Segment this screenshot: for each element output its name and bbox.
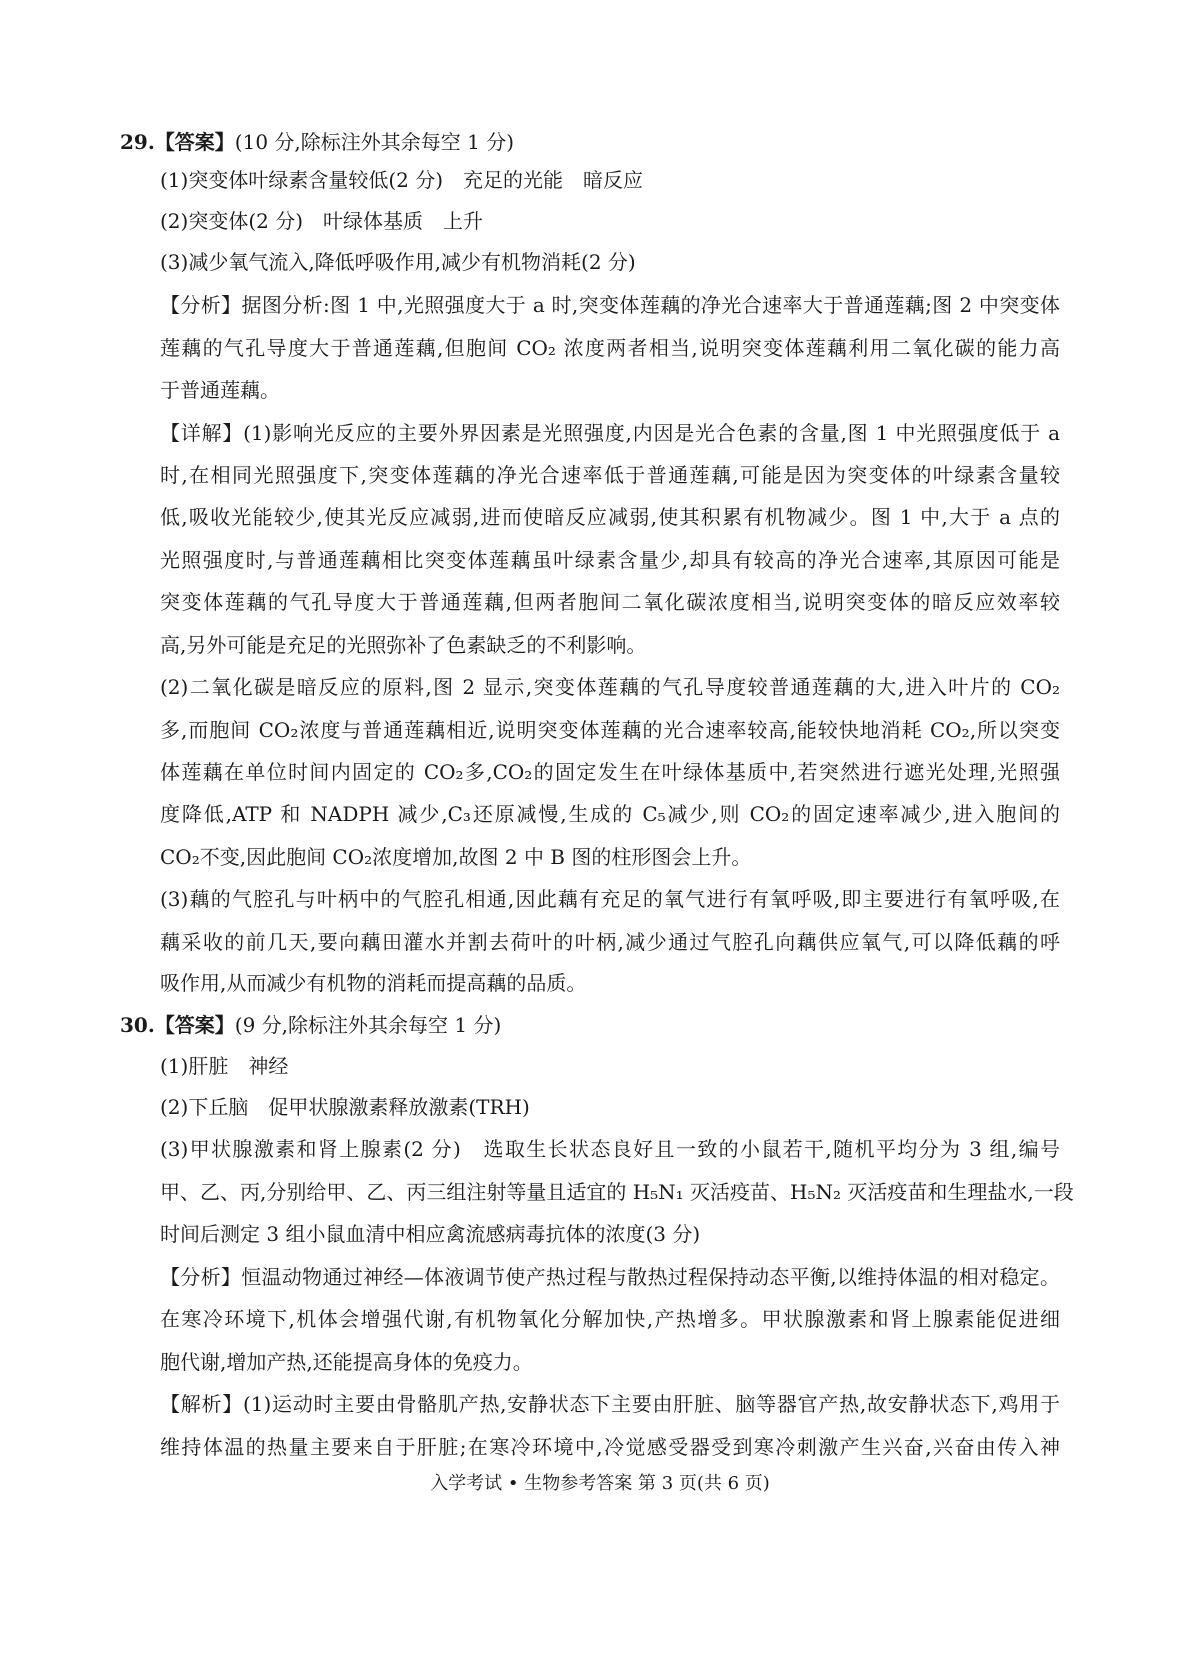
page-footer: 入学考试 • 生物参考答案 第 3 页(共 6 页)	[430, 1473, 770, 1494]
q29-detail-line: 多,而胞间 CO₂浓度与普通莲藕相近,说明突变体莲藕的光合速率较高,能较快地消耗 CO₂,所以突变	[160, 718, 1060, 742]
q29-detail-line: 低,吸收光能较少,使其光反应减弱,进而使暗反应减弱,使其积累有机物减少。图 1 中,大于 a 点的	[160, 505, 1060, 529]
q29-header	[120, 128, 1020, 156]
q29-detail-line: 光照强度时,与普通莲藕相比突变体莲藕虽叶绿素含量少,却具有较高的净光合速率,其原因可能是	[160, 548, 1060, 572]
q30-answer-tag: 【答案】	[154, 1013, 235, 1037]
q30-analysis-line: 胞代谢,增加产热,还能提高身体的免疫力。	[160, 1350, 533, 1374]
q29-analysis-line: 【分析】据图分析:图 1 中,光照强度大于 a 时,突变体莲藕的净光合速率大于普通莲藕;图 2 中突变体	[160, 293, 1060, 317]
q30-answer-line: (3)甲状腺激素和肾上腺素(2 分) 选取生长状态良好且一致的小鼠若干,随机平均分为 3 组,编号	[160, 1137, 1060, 1161]
q29-answer-line: (3)减少氧气流入,降低呼吸作用,减少有机物消耗(2 分)	[160, 250, 636, 274]
q30-analysis-line: 【分析】恒温动物通过神经—体液调节使产热过程与散热过程保持动态平衡,以维持体温的相对稳定。	[160, 1265, 1060, 1289]
q29-detail-line: 度降低,ATP 和 NADPH 减少,C₃还原减慢,生成的 C₅减少,则 CO₂的固定速率减少,进入胞间的	[160, 802, 1060, 826]
q29-detail-line: (3)藕的气腔孔与叶柄中的气腔孔相通,因此藕有充足的氧气进行有氧呼吸,即主要进行有氧呼吸,在	[160, 887, 1060, 911]
q29-detail-line: 藕采收的前几天,要向藕田灌水并割去荷叶的叶柄,减少通过气腔孔向藕供应氧气,可以降低藕的呼	[160, 930, 1060, 954]
q29-answer-note: (10 分,除标注外其余每空 1 分)	[234, 130, 515, 154]
q29-detail-line: 吸作用,从而减少有机物的消耗而提高藕的品质。	[160, 971, 587, 995]
q30-answer-note: (9 分,除标注外其余每空 1 分)	[234, 1013, 502, 1037]
q30-answer-line: (1)肝脏 神经	[160, 1054, 289, 1078]
q29-analysis-line: 于普通莲藕。	[160, 378, 280, 402]
q29-answer-line: (1)突变体叶绿素含量较低(2 分) 充足的光能 暗反应	[160, 168, 644, 192]
q29-detail-line: 【详解】(1)影响光反应的主要外界因素是光照强度,内因是光合色素的含量,图 1 中光照强度低于 a	[160, 421, 1060, 445]
q29-detail-line: 高,另外可能是充足的光照弥补了色素缺乏的不利影响。	[160, 633, 647, 657]
q29-number: 29.	[120, 130, 155, 154]
q30-explain-line: 维持体温的热量主要来自于肝脏;在寒冷环境中,冷觉感受器受到寒冷刺激产生兴奋,兴奋由传入神	[160, 1435, 1060, 1459]
q30-answer-line: 甲、乙、丙,分别给甲、乙、丙三组注射等量且适宜的 H₅N₁ 灭活疫苗、H₅N₂ 灭活疫苗和生理盐水,一段	[160, 1180, 1074, 1204]
q29-answer-tag: 【答案】	[154, 130, 235, 154]
q30-header	[120, 1011, 1020, 1039]
q30-answer-line: 时间后测定 3 组小鼠血清中相应禽流感病毒抗体的浓度(3 分)	[160, 1222, 701, 1246]
q29-detail-line: (2)二氧化碳是暗反应的原料,图 2 显示,突变体莲藕的气孔导度较普通莲藕的大,进入叶片的 CO₂	[160, 675, 1060, 699]
q30-explain-line: 【解析】(1)运动时主要由骨骼肌产热,安静状态下主要由肝脏、脑等器官产热,故安静状态下,鸡用于	[160, 1392, 1060, 1416]
q30-number: 30.	[120, 1013, 155, 1037]
q29-detail-line: CO₂不变,因此胞间 CO₂浓度增加,故图 2 中 B 图的柱形图会上升。	[160, 845, 752, 869]
q29-detail-line: 体莲藕在单位时间内固定的 CO₂多,CO₂的固定发生在叶绿体基质中,若突然进行遮光处理,光照强	[160, 760, 1060, 784]
q29-detail-line: 时,在相同光照强度下,突变体莲藕的净光合速率低于普通莲藕,可能是因为突变体的叶绿素含量较	[160, 463, 1060, 487]
q30-analysis-line: 在寒冷环境下,机体会增强代谢,有机物氧化分解加快,产热增多。甲状腺激素和肾上腺素能促进细	[160, 1307, 1060, 1331]
q29-answer-line: (2)突变体(2 分) 叶绿体基质 上升	[160, 209, 484, 233]
q30-answer-line: (2)下丘脑 促甲状腺激素释放激素(TRH)	[160, 1095, 530, 1119]
q29-analysis-line: 莲藕的气孔导度大于普通莲藕,但胞间 CO₂ 浓度两者相当,说明突变体莲藕利用二氧化碳的能力高	[160, 336, 1060, 360]
q29-detail-line: 突变体莲藕的气孔导度大于普通莲藕,但两者胞间二氧化碳浓度相当,说明突变体的暗反应效率较	[160, 590, 1060, 614]
